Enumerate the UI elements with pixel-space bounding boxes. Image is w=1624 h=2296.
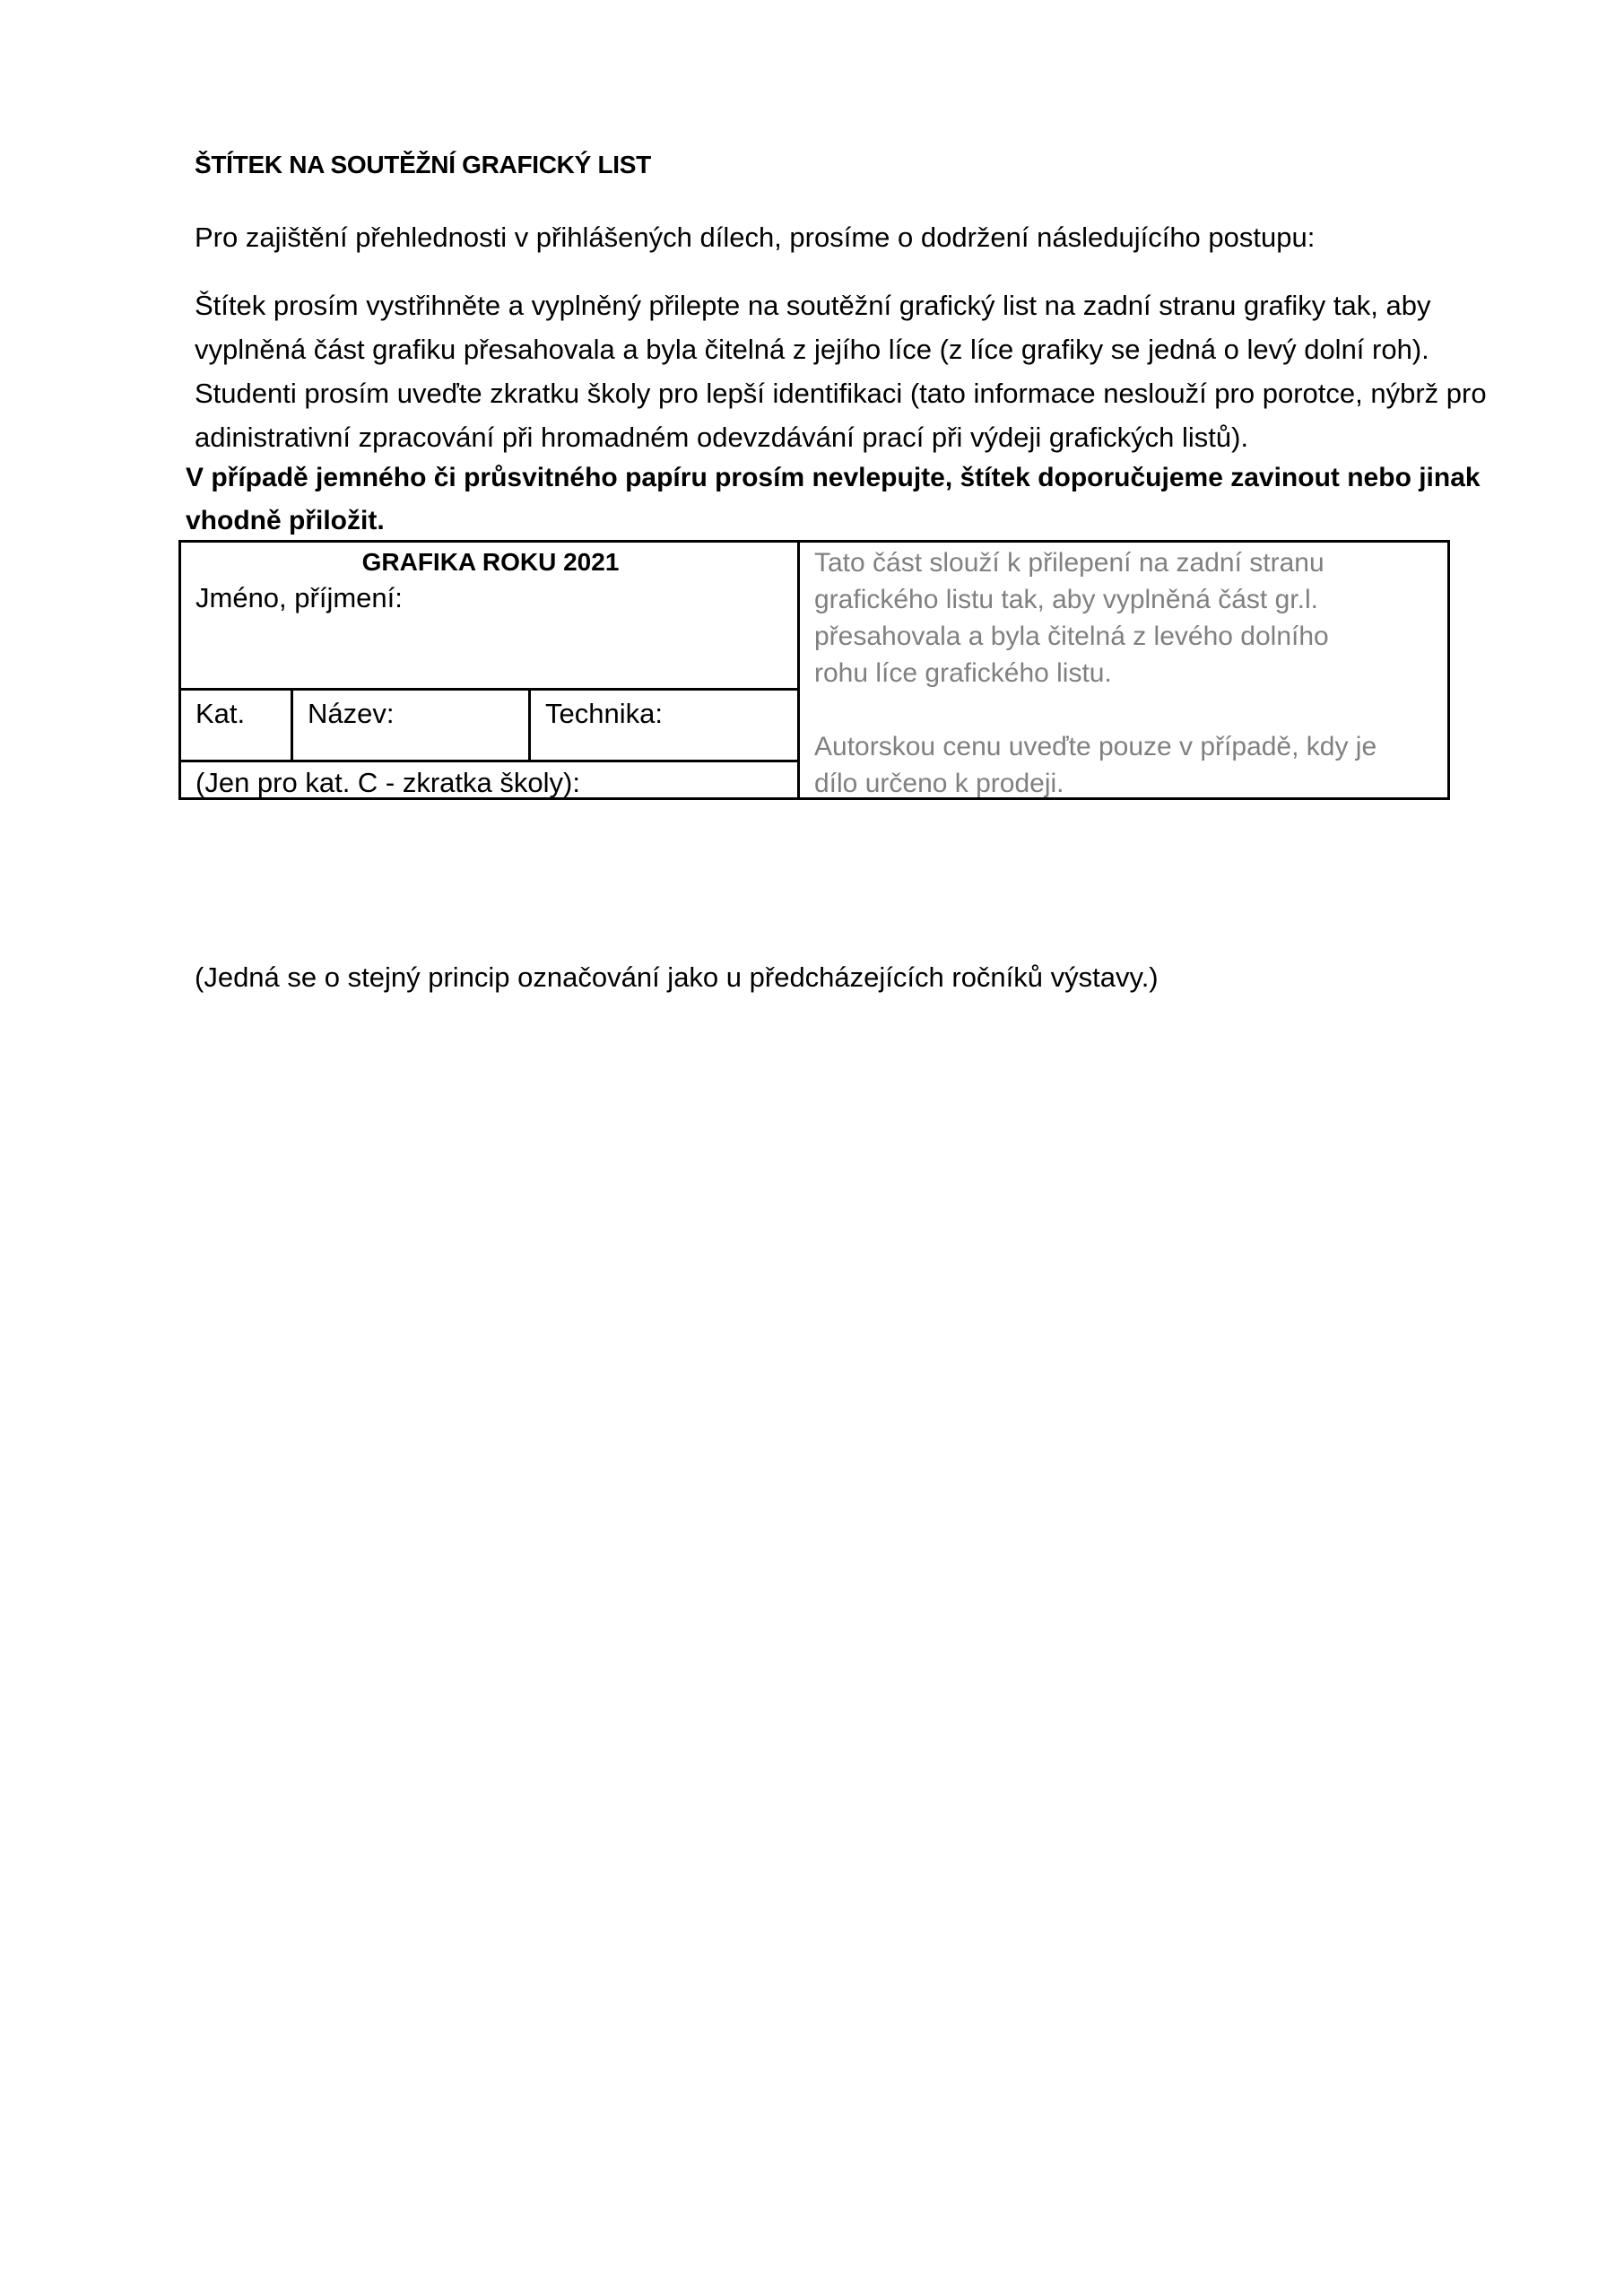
label-fields-row	[181, 688, 797, 762]
label-fill-area	[181, 543, 800, 797]
intro-paragraph: Pro zajištění přehlednosti v přihlášených dílech, prosíme o dodržení následujícího postupu:	[195, 222, 1316, 253]
instructions-line: vyplněná část grafiku přesahovala a byla čitelná z jejího líce (z líce grafiky se jedná o levý dolní roh).	[195, 334, 1429, 365]
glue-note-line: Tato část slouží k přilepení na zadní stranu	[814, 548, 1324, 578]
instructions-line: Studenti prosím uveďte zkratku školy pro lepší identifikaci (tato informace neslouží pro porotce, nýbrž pro	[195, 378, 1487, 409]
name-field-label: Jméno, příjmení:	[195, 582, 403, 613]
price-note-line: Autorskou cenu uveďte pouze v případě, kdy je	[814, 732, 1377, 761]
instructions-line: adinistrativní zpracování při hromadném odevzdávání prací při výdeji grafických listů).	[195, 422, 1249, 453]
glue-note-line: rohu líce grafického listu.	[814, 658, 1112, 688]
title-field-label: Název:	[293, 691, 531, 760]
warning-paragraph	[186, 457, 1481, 543]
instructions-paragraph	[195, 283, 1487, 459]
category-field-label: Kat.	[181, 691, 293, 760]
footer-note: (Jedná se o stejný princip označování jako u předcházejících ročníků výstavy.)	[195, 961, 1159, 993]
warning-line: V případě jemného či průsvitného papíru prosím nevlepujte, štítek doporučujeme zavinout nebo jinak	[186, 463, 1481, 492]
label-template-box	[178, 540, 1450, 800]
label-title: GRAFIKA ROKU 2021	[361, 548, 620, 576]
instructions-line: Štítek prosím vystřihněte a vyplněný přilepte na soutěžní grafický list na zadní stranu grafiky tak, aby	[195, 290, 1431, 321]
glue-note-line: přesahovala a byla čitelná z levého dolního	[814, 622, 1329, 651]
school-field-label: (Jen pro kat. C - zkratka školy):	[195, 767, 580, 798]
technique-field-label: Technika:	[545, 698, 663, 729]
label-glue-area-note	[814, 544, 1442, 802]
spacer	[814, 691, 1442, 728]
glue-note-line: grafického listu tak, aby vyplněná část gr.l.	[814, 585, 1318, 614]
price-note-line: dílo určeno k prodeji.	[814, 769, 1064, 798]
page-title: ŠTÍTEK NA SOUTĚŽNÍ GRAFICKÝ LIST	[195, 151, 651, 178]
warning-line: vhodně přiložit.	[186, 506, 385, 535]
